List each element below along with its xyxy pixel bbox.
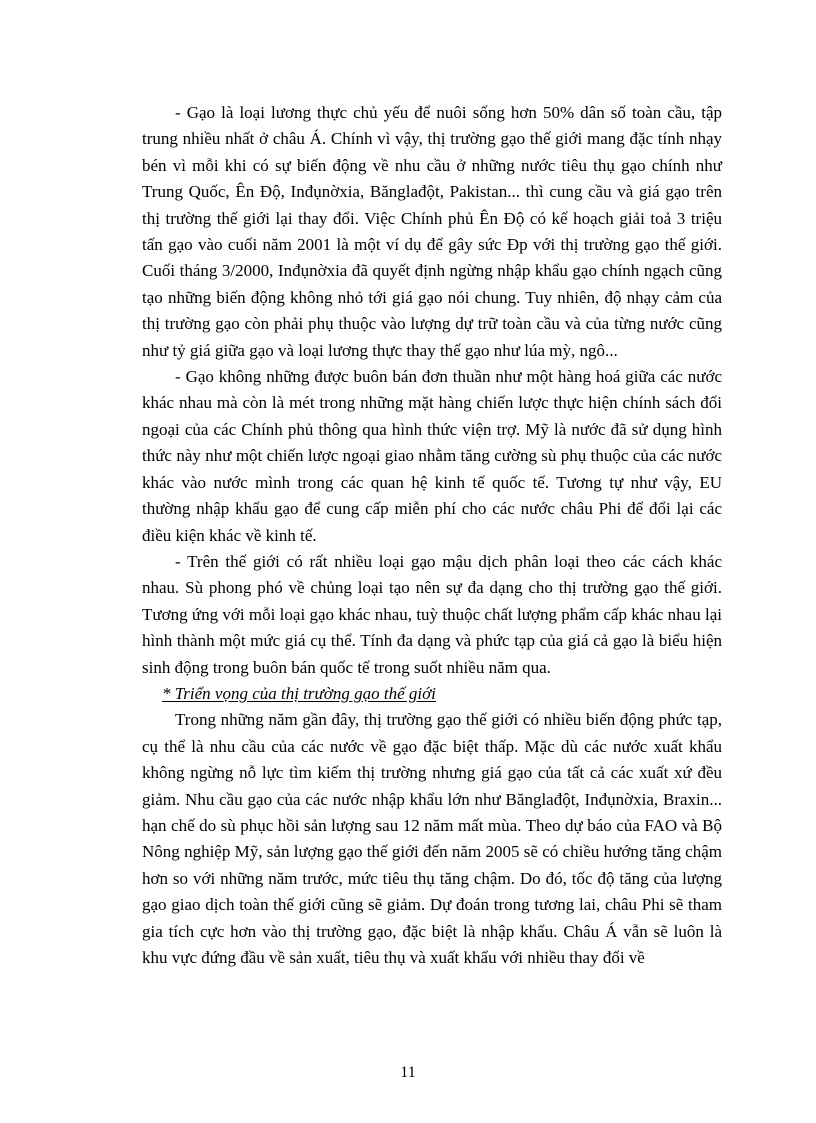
paragraph-rice-staple-food: - Gạo là loại lương thực chủ yếu để nuôi sống hơn 50% dân số toàn cầu, tập trung nhiều nhất ở châu Á. Chính vì vậy, thị trường gạo thế giới mang đặc tính nhạy bén vì mỗi khi có sự biến động về nhu cầu ở những nước tiêu thụ gạo chính như Trung Quốc, Ên Độ, Inđụnờxia, Bănglađột, Pakistan... thì cung cầu và giá gạo trên thị trường thế giới lại thay đổi. Việc Chính phủ Ên Độ có kế hoạch giải toả 3 triệu tấn gạo vào cuối năm 2001 là một ví dụ để gây sức Ðp với thị trường gạo thế giới. Cuối tháng 3/2000, Inđụnờxia đã quyết định ngừng nhập khẩu gạo chính ngạch cũng tạo những biến động không nhỏ tới giá gạo nói chung. Tuy nhiên, độ nhạy cảm của thị trường gạo còn phải phụ thuộc vào lượng dự trữ toàn cầu và của từng nước cũng như tỷ giá giữa gạo và loại lương thực thay thế gạo như lúa mỳ, ngô... — [142, 103, 722, 360]
page-body — [142, 100, 722, 971]
page-number: 11 — [400, 1064, 416, 1081]
paragraph-rice-varieties: - Trên thế giới có rất nhiều loại gạo mậu dịch phân loại theo các cách khác nhau. Sù phong phó về chủng loại tạo nên sự đa dạng cho thị trường gạo thế giới. Tương ứng với mỗi loại gạo khác nhau, tuỳ thuộc chất lượng phẩm cấp khác nhau lại hình thành một mức giá cụ thể. Tính đa dạng và phức tạp của giá cả gạo là biểu hiện sinh động trong buôn bán quốc tế trong suốt nhiều năm qua. — [142, 551, 722, 677]
paragraph-rice-foreign-policy: - Gạo không những được buôn bán đơn thuần như một hàng hoá giữa các nước khác nhau mà còn là mét trong những mặt hàng chiến lược thực hiện chính sách đối ngoại của các Chính phủ thông qua hình thức viện trợ. Mỹ là nước đã sử dụng hình thức này như một chiến lược ngoại giao nhằm tăng cường sù phụ thuộc của các nước khác vào nước mình trong các quan hệ kinh tế quốc tế. Tương tự như vậy, EU thường nhập khẩu gạo để cung cấp miễn phí cho các nước châu Phi để đổi lại các điều kiện khác về kinh tế. — [142, 367, 722, 545]
paragraph-market-outlook: Trong những năm gần đây, thị trường gạo thế giới có nhiều biến động phức tạp, cụ thể là nhu cầu của các nước về gạo đặc biệt thấp. Mặc dù các nước xuất khẩu không ngừng nỗ lực tìm kiếm thị trường nhưng giá gạo của tất cả các xuất xứ đều giảm. Nhu cầu gạo của các nước nhập khẩu lớn như Bănglađột, Inđụnờxia, Braxin... hạn chế do sù phục hồi sản lượng sau 12 năm mất mùa. Theo dự báo của FAO và Bộ Nông nghiệp Mỹ, sản lượng gạo thế giới đến năm 2005 sẽ có chiều hướng tăng chậm hơn so với những năm trước, mức tiêu thụ tăng chậm. Do đó, tốc độ tăng của lượng gạo giao dịch toàn thế giới cũng sẽ giảm. Dự đoán trong tương lai, châu Phi sẽ tham gia tích cực hơn vào thị trường gạo, đặc biệt là nhập khẩu. Châu Á vẫn sẽ luôn là khu vực đứng đầu về sản xuất, tiêu thụ và xuất khẩu với nhiều thay đổi về — [142, 710, 722, 967]
section-heading: * Triển vọng của thị trường gạo thế giới — [162, 683, 436, 703]
